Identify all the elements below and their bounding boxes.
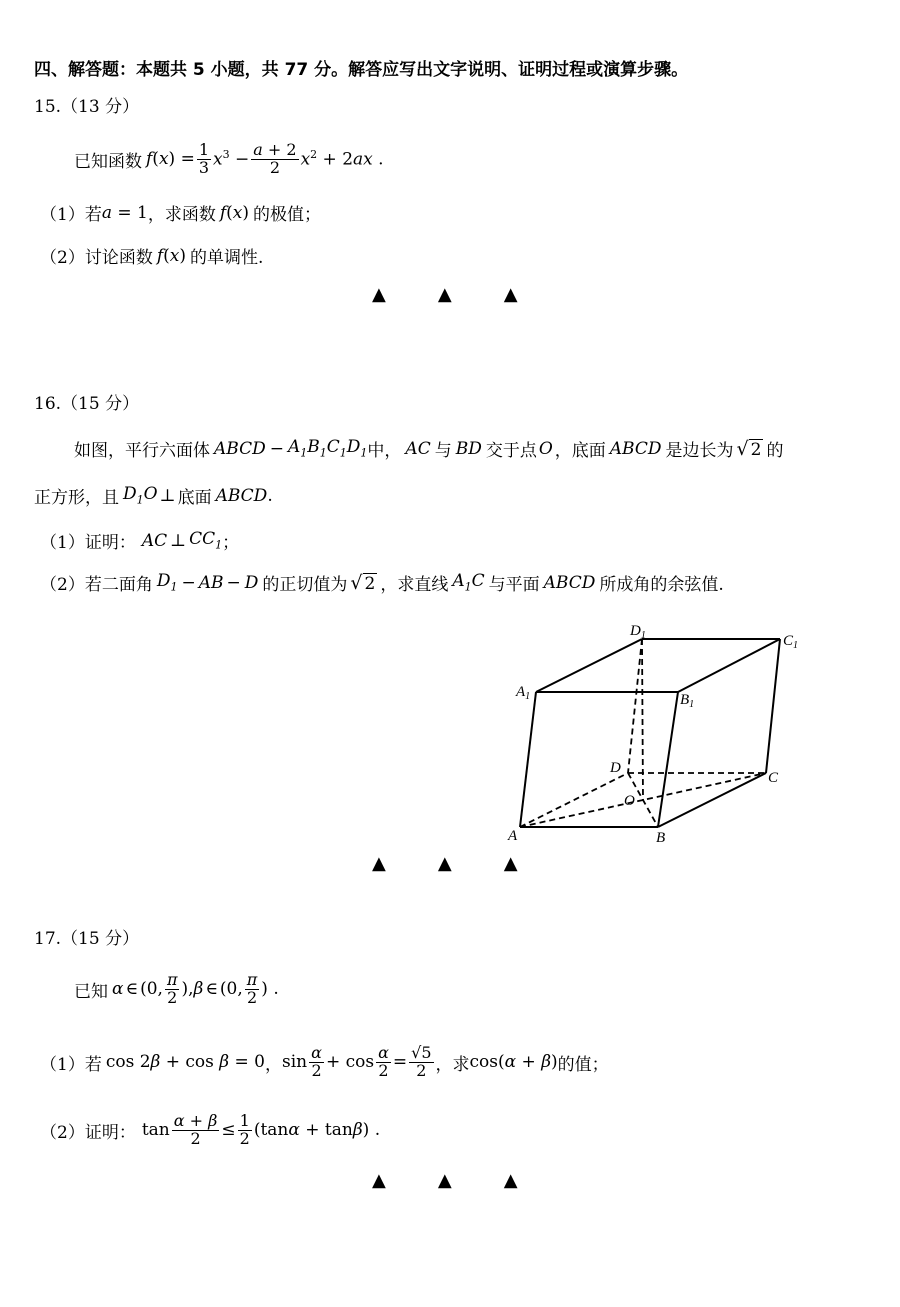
dashed-edges xyxy=(520,639,766,827)
label-b: B xyxy=(656,830,666,846)
q17-part1-mid: ， xyxy=(265,1054,282,1075)
q17-separator xyxy=(372,1170,518,1191)
triangle-icon: ▲ xyxy=(503,284,518,305)
triangle-icon: ▲ xyxy=(372,853,386,874)
label-d: D xyxy=(610,760,621,776)
q16-part1-prefix: （1）证明： xyxy=(40,533,136,553)
q17-part2-prefix: （2）证明： xyxy=(40,1122,136,1143)
label-c: C xyxy=(768,770,779,786)
edge-b1-c1 xyxy=(678,639,780,692)
q16-part1: （1）证明： AC ⊥ $CC_1$ ； xyxy=(40,529,240,553)
q17-intro-text: 已知 xyxy=(74,981,108,1002)
q16-part2-c: ，求直线 xyxy=(380,575,449,595)
label-d1: $D_1$ xyxy=(630,623,646,641)
triangle-icon: ▲ xyxy=(437,853,452,874)
label-o: O xyxy=(624,793,635,809)
q16-line1: 如图，平行六面体 ABCD − $A_1B_1C_1D_1$ 中， AC 与 BD 交于点 O ，底面 ABCD 是边长为 √ 2 的 xyxy=(74,437,784,461)
label-b1: $B_1$ xyxy=(680,692,695,710)
q16-line2-a: 正方形，且 xyxy=(34,488,119,508)
label-a: A xyxy=(508,828,518,844)
q16-line1-e: ，底面 xyxy=(554,441,606,461)
q15-part2-suffix: 的单调性. xyxy=(190,248,264,268)
q16-line1-c: 与 xyxy=(434,441,452,461)
section-title: 四、解答题：本题共 5 小题，共 77 分。解答应写出文字说明、证明过程或演算步骤。 xyxy=(34,60,689,80)
q17-number: 17.（15 分） xyxy=(34,929,140,949)
q16-number: 16.（15 分） xyxy=(34,394,140,414)
q15-part1: （1）若 a = 1 ，求函数 f(x) 的极值； xyxy=(40,200,321,225)
q15-part1-prefix: （1）若 xyxy=(40,205,102,225)
q16-part2-b: 的正切值为 xyxy=(262,575,348,595)
q17-part1: （1）若 cos 2β + cos β = 0 ， sin $\frac{\alpha}{2}$ + cos $\frac{\alpha}{2}$ = $\frac{√5}{2}$ ，求 cos(α + β) 的值； xyxy=(40,1042,609,1080)
q15-part1-mid: ，求函数 xyxy=(147,205,216,225)
triangle-icon: ▲ xyxy=(437,284,452,305)
q16-line1-f: 是边长为 xyxy=(665,441,734,461)
q15-intro: 已知函数 f(x) = $\frac{1}{3}$ $x^3$ − $\frac{a + 2}{2}$ $x^2 + 2ax$ . xyxy=(74,139,384,177)
q16-line2: 正方形，且 $D_1O$ ⊥ 底面 ABCD . xyxy=(34,484,273,508)
q16-part2-a: （2）若二面角 xyxy=(40,575,153,595)
edge-a1-d1 xyxy=(536,639,642,692)
q17-intro: 已知 α ∈ (0, $\frac{\pi}{2}$ ), β ∈ (0, $\frac{\pi}{2}$ ) . xyxy=(74,969,279,1007)
segment-d1-o xyxy=(642,639,643,800)
edge-c-c1 xyxy=(766,639,780,773)
triangle-icon: ▲ xyxy=(372,1170,386,1191)
edge-d-d1 xyxy=(628,639,642,773)
edge-b-c xyxy=(658,773,766,827)
edge-a-a1 xyxy=(520,692,536,827)
q17-part1-suffix: 的值； xyxy=(557,1054,609,1075)
q15-separator xyxy=(372,284,518,305)
q16-part2-e: 所成角的余弦值. xyxy=(599,575,724,595)
q15-part2-prefix: （2）讨论函数 xyxy=(40,248,153,268)
triangle-icon: ▲ xyxy=(372,284,386,305)
q15-intro-text: 已知函数 xyxy=(74,151,142,172)
q17-part1-prefix: （1）若 xyxy=(40,1054,102,1075)
q16-line1-b: 中， xyxy=(367,441,402,461)
triangle-icon: ▲ xyxy=(503,853,518,874)
q16-part2-d: 与平面 xyxy=(488,575,540,595)
parallelepiped-figure xyxy=(500,615,820,855)
q16-line1-a: 如图，平行六面体 xyxy=(74,441,210,461)
q16-line2-b: 底面 xyxy=(177,488,212,508)
q16-separator xyxy=(372,853,518,874)
q17-part2: （2）证明： tan $\frac{\alpha + \beta}{2}$ ≤ $\frac{1}{2}$ (tanα + tanβ) . xyxy=(40,1110,381,1148)
q16-line1-d: 交于点 xyxy=(485,441,537,461)
edge-b-b1 xyxy=(658,692,678,827)
q16-line1-g: 的 xyxy=(766,441,784,461)
q16-part2: （2）若二面角 $D_1$ − AB − D 的正切值为 √ 2 ，求直线 $A_1C$ 与平面 ABCD 所成角的余弦值. xyxy=(40,571,724,595)
q17-part1-mid2: ，求 xyxy=(435,1054,470,1075)
edge-a-d xyxy=(520,773,628,827)
label-c1: $C_1$ xyxy=(783,633,799,651)
triangle-icon: ▲ xyxy=(503,1170,518,1191)
q15-part2: （2）讨论函数 f(x) 的单调性. xyxy=(40,243,263,268)
q15-number: 15.（13 分） xyxy=(34,97,140,117)
q15-part1-suffix: 的极值； xyxy=(253,205,322,225)
triangle-icon: ▲ xyxy=(437,1170,452,1191)
label-a1: $A_1$ xyxy=(516,684,531,702)
